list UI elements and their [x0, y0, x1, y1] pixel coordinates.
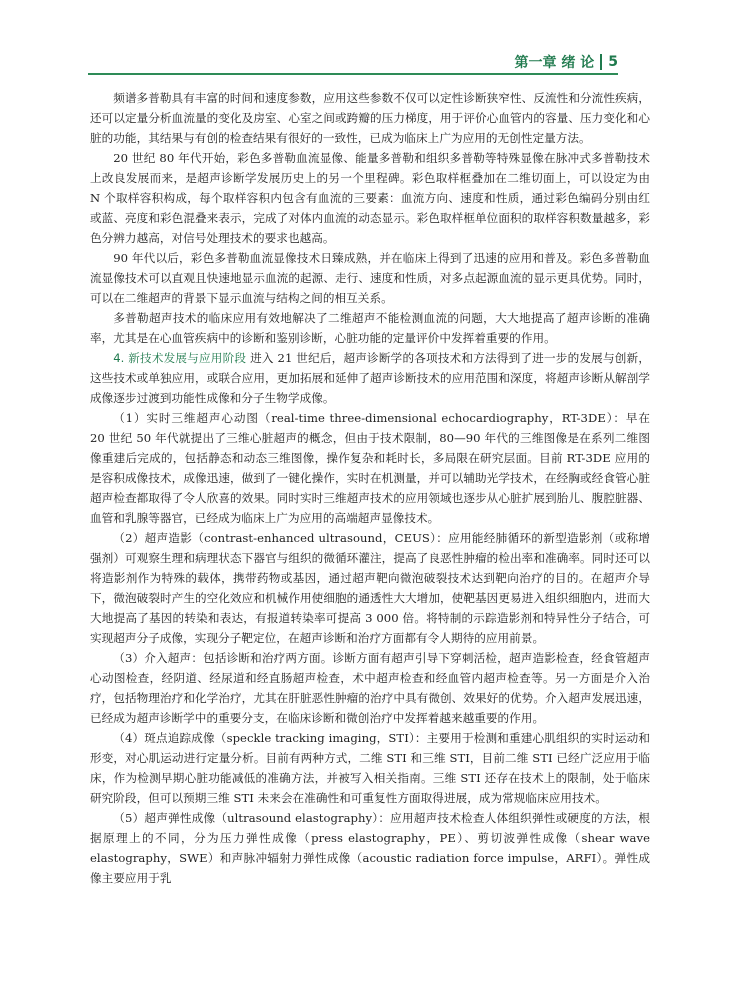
paragraph: （4）斑点追踪成像（speckle tracking imaging，STI）：主要用于检测和重建心肌组织的实时运动和形变，对心肌运动进行定量分析。目前有两种方式，二维 STI 和三维 STI，目前二维 STI 已经广泛应用于临床，作为检测早期心脏功能减低的准确方法，并被写入相关指南。三维 STI 还存在技术上的限制，处于临床研究阶段，但可以预期三维 STI 未来会在准确性和可重复性方面取得进展，成为常规临床应用技术。: [90, 731, 650, 805]
paragraph: （5）超声弹性成像（ultrasound elastography）：应用超声技术检查人体组织弹性或硬度的方法，根据原理上的不同，分为压力弹性成像（press elastography，PE）、剪切波弹性成像（shear wave elastography，SWE）和声脉冲辐射力弹性成像（acoustic radiation force impulse，ARFI）。弹性成像主要应用于乳: [90, 811, 650, 885]
section-heading: 4. 新技术发展与应用阶段: [113, 351, 247, 365]
page-number: 5: [608, 54, 618, 70]
paragraph: 多普勒超声技术的临床应用有效地解决了二维超声不能检测血流的问题，大大地提高了超声诊断的准确率，尤其是在心血管疾病中的诊断和鉴别诊断，心脏功能的定量评价中发挥着重要的作用。: [90, 311, 650, 345]
paragraph: 90 年代以后，彩色多普勒血流显像技术日臻成熟，并在临床上得到了迅速的应用和普及。彩色多普勒血流显像技术可以直观且快速地显示血流的起源、走行、速度和性质，对多点起源血流的显示更具优势。同时，可以在二维超声的背景下显示血流与结构之间的相互关系。: [90, 251, 650, 305]
paragraph: 20 世纪 80 年代开始，彩色多普勒血流显像、能量多普勒和组织多普勒等特殊显像在脉冲式多普勒技术上改良发展而来，是超声诊断学发展历史上的另一个里程碑。彩色取样框叠加在二维切面上，可以设定为由 N 个取样容积构成，每个取样容积内包含有血流的三要素：血流方向、速度和性质，通过彩色编码分别由红或蓝、亮度和彩色混叠来表示，完成了对体内血流的动态显示。彩色取样框单位面积的取样容积数量越多，彩色分辨力越高，对信号处理技术的要求也越高。: [90, 151, 650, 245]
header-separator: [600, 54, 602, 70]
chapter-title: 第一章 绪 论: [514, 55, 595, 71]
paragraph: （2）超声造影（contrast-enhanced ultrasound，CEUS）：应用能经肺循环的新型造影剂（或称增强剂）可观察生理和病理状态下器官与组织的微循环灌注，提高了良恶性肿瘤的检出率和准确率。同时还可以将造影剂作为特殊的载体，携带药物或基因，通过超声靶向微泡破裂技术达到靶向治疗的目的。在超声介导下，微泡破裂时产生的空化效应和机械作用使细胞的通透性大大增加，使靶基因更易进入组织细胞内，进而大大地提高了基因的转染和表达，有报道转染率可提高 3 000 倍。将特制的示踪造影剂和特异性分子结合，可实现超声分子成像，实现分子靶定位，在超声诊断和治疗方面都有令人期待的应用前景。: [90, 531, 650, 645]
paragraph: （1）实时三维超声心动图（real-time three-dimensional echocardiography，RT-3DE）：早在 20 世纪 50 年代就提出了三维心脏超声的概念，但由于技术限制，80—90 年代的三维图像是在系列二维图像重建后完成的，包括静态和动态三维图像，操作复杂和耗时长，多局限在研究层面。目前 RT-3DE 应用的是容积成像技术，成像迅速，做到了一键化操作，实时在机测量，并可以辅助光学技术，在经胸或经食管心脏超声检查都取得了令人欣喜的效果。同时实时三维超声技术的应用领域也逐步从心脏扩展到胎儿、腹腔脏器、血管和乳腺等器官，已经成为临床上广为应用的高端超声显像技术。: [90, 411, 650, 525]
running-header: [0, 52, 730, 74]
header-rule: [88, 73, 618, 75]
paragraph: 频谱多普勒具有丰富的时间和速度参数，应用这些参数不仅可以定性诊断狭窄性、反流性和分流性疾病，还可以定量分析血流量的变化及房室、心室之间或跨瓣的压力梯度，用于评价心血管内的容量、压力变化和心脏的功能，其结果与有创的检查结果有很好的一致性，已成为临床上广为应用的无创性定量方法。: [90, 91, 650, 145]
body-text: [90, 88, 650, 888]
paragraph-section-4: 4. 新技术发展与应用阶段 进入 21 世纪后，超声诊断学的各项技术和方法得到了进一步的发展与创新，这些技术或单独应用，或联合应用，更加拓展和延伸了超声诊断技术的应用范围和深度，将超声诊断从解剖学成像逐步过渡到功能性成像和分子生物学成像。: [90, 351, 650, 405]
header-title-block: [515, 52, 619, 72]
paragraph: （3）介入超声：包括诊断和治疗两方面。诊断方面有超声引导下穿刺活检，超声造影检查，经食管超声心动图检查，经阴道、经尿道和经直肠超声检查，术中超声检查和经血管内超声检查等。另一方面是介入治疗，包括物理治疗和化学治疗，尤其在肝脏恶性肿瘤的治疗中具有微创、效果好的优势。介入超声发展迅速，已经成为超声诊断学中的重要分支，在临床诊断和微创治疗中发挥着越来越重要的作用。: [90, 651, 650, 725]
